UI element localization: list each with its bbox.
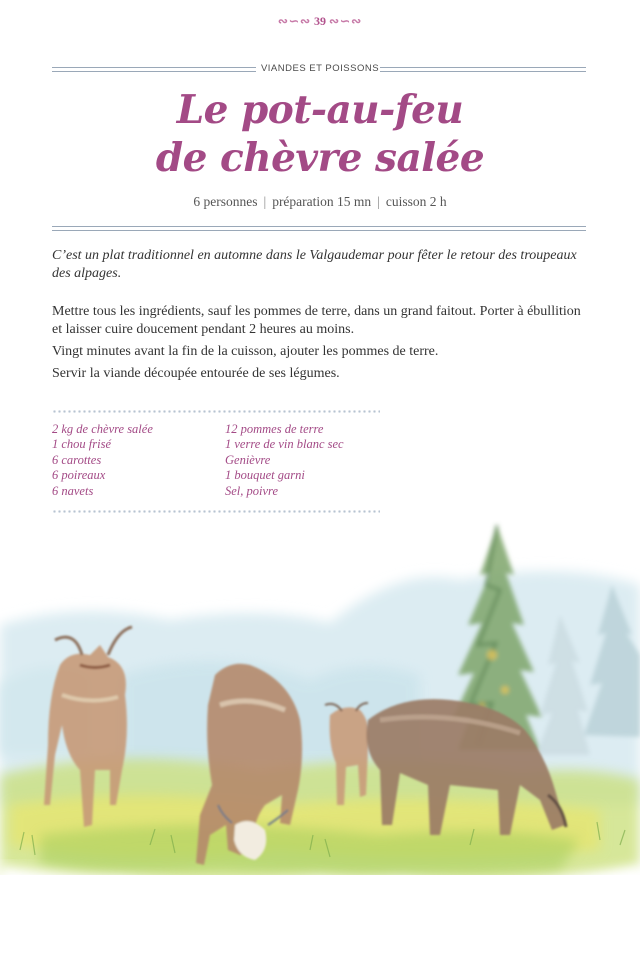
page-number xyxy=(0,14,640,29)
ingredient-item: 1 verre de vin blanc sec xyxy=(225,437,344,452)
page-number-value: 39 xyxy=(314,14,326,28)
step-paragraph: Servir la viande découpée entourée de ses légumes. xyxy=(52,366,340,381)
ingredient-item: 6 navets xyxy=(52,483,94,498)
flourish-left-icon: ∾∽∾ xyxy=(277,14,311,28)
recipe-meta xyxy=(0,194,640,210)
ingredient-item: 6 poireaux xyxy=(52,468,106,483)
ingredient-item: 1 chou frisé xyxy=(52,437,112,452)
ingredient-item: Sel, poivre xyxy=(225,483,278,498)
ingredient-item: 6 carottes xyxy=(52,452,102,467)
title-bottom-rule xyxy=(52,226,586,231)
cook-time: cuisson 2 h xyxy=(385,194,447,209)
ingredient-item: 2 kg de chèvre salée xyxy=(52,422,153,436)
ingredient-item: Genièvre xyxy=(225,452,271,467)
step-paragraph: Mettre tous les ingrédients, sauf les pommes de terre, dans un grand faitout. Porter à ébullition et laisser cuire doucement pendant 2 heures au moins. xyxy=(52,304,581,337)
goats-illustration xyxy=(0,505,640,980)
flourish-right-icon: ∾∽∾ xyxy=(329,14,363,28)
meta-separator: | xyxy=(263,194,267,209)
ingredient-item: 1 bouquet garni xyxy=(225,468,305,483)
recipe-steps xyxy=(52,303,592,383)
step-paragraph: Vingt minutes avant la fin de la cuisson, ajouter les pommes de terre. xyxy=(52,344,439,359)
ingredients-right-column xyxy=(225,422,344,499)
recipe-title-line-1: Le pot-au-feu xyxy=(176,87,464,133)
servings: 6 personnes xyxy=(193,194,258,209)
section-label: VIANDES ET POISSONS xyxy=(260,63,380,74)
recipe-intro: C’est un plat traditionnel en automne dans le Valgaudemar pour fêter le retour des troupeaux des alpages. xyxy=(52,248,577,281)
ingredients-left-column xyxy=(52,422,153,499)
prep-time: préparation 15 mn xyxy=(272,194,372,209)
recipe-title-line-2: de chèvre salée xyxy=(155,135,485,181)
meta-separator: | xyxy=(377,194,380,209)
ingredient-item: 12 pommes de terre xyxy=(225,422,324,436)
recipe-title xyxy=(0,86,640,182)
ingredients-top-border xyxy=(52,409,380,415)
